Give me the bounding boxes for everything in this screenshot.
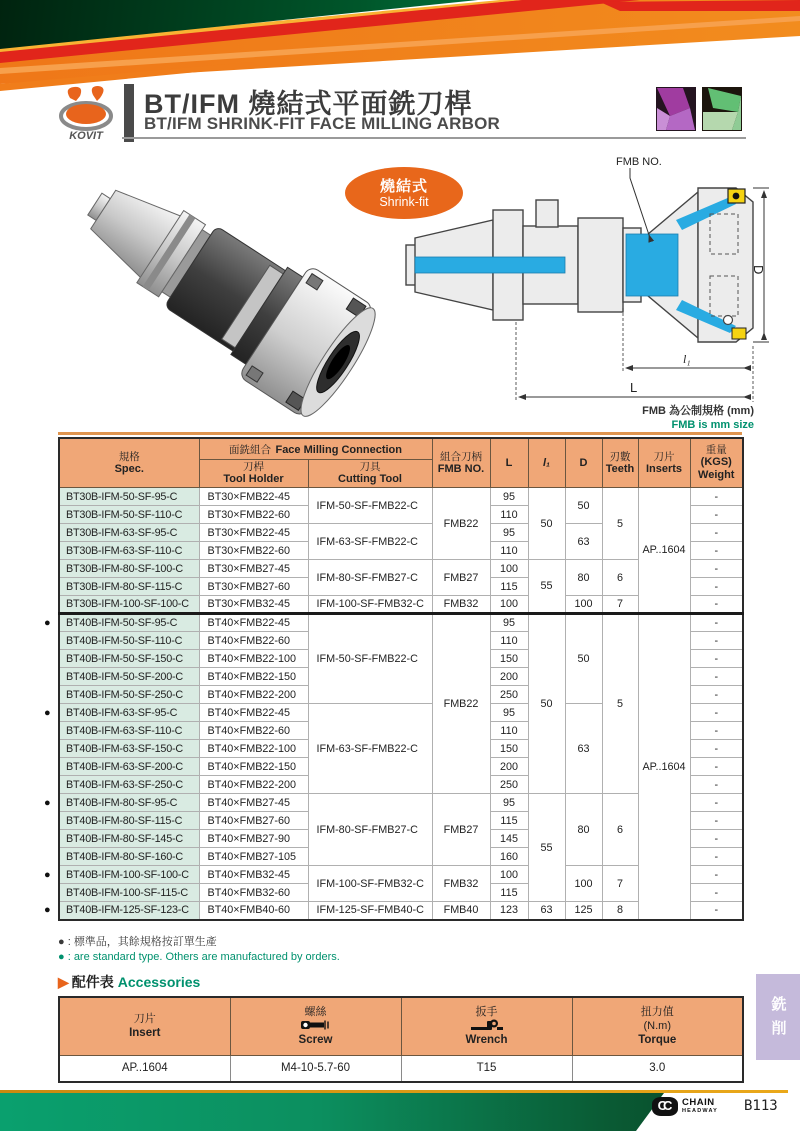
footnote-zh: ● : 標準品，其餘規格按訂單生產 (58, 936, 217, 948)
spec-cell: BT40B-IFM-80-SF-95-C ● (59, 794, 199, 812)
data-cell: BT40×FMB22-60 (199, 632, 308, 650)
acc-screw-value: M4-10-5.7-60 (230, 1055, 401, 1082)
data-cell: BT40×FMB22-60 (199, 722, 308, 740)
spec-table-tbody (44, 488, 743, 920)
data-cell: 150 (490, 650, 528, 668)
spec-cell: BT40B-IFM-50-SF-95-C ● (59, 614, 199, 632)
data-cell: - (690, 524, 743, 542)
page-number: B113 (744, 1098, 778, 1114)
data-cell: IFM-50-SF-FMB22-C (308, 614, 432, 704)
spec-cell: BT30B-IFM-63-SF-95-C (59, 524, 199, 542)
diagram-d-label: D (751, 265, 766, 275)
diagram-l-label: L (630, 380, 638, 395)
data-cell: - (690, 758, 743, 776)
data-cell: 250 (490, 686, 528, 704)
data-cell: 50 (565, 614, 602, 704)
data-cell: 110 (490, 506, 528, 524)
table-top-rule (58, 432, 742, 435)
standard-item-dot: ● (44, 617, 51, 629)
data-cell: BT40×FMB22-150 (199, 668, 308, 686)
data-cell: - (690, 722, 743, 740)
data-cell: BT40×FMB32-60 (199, 884, 308, 902)
acc-insert-value: AP..1604 (59, 1055, 230, 1082)
standard-item-dot: ● (44, 868, 51, 881)
data-cell: IFM-63-SF-FMB22-C (308, 704, 432, 794)
data-cell: 100 (490, 596, 528, 614)
data-cell: 200 (490, 668, 528, 686)
data-cell: BT40×FMB27-60 (199, 812, 308, 830)
data-cell: BT30×FMB32-45 (199, 596, 308, 614)
spec-cell: BT40B-IFM-50-SF-150-C (59, 650, 199, 668)
data-cell: 110 (490, 722, 528, 740)
spec-cell: BT40B-IFM-80-SF-145-C (59, 830, 199, 848)
data-cell: 145 (490, 830, 528, 848)
data-cell: - (690, 578, 743, 596)
data-cell: 150 (490, 740, 528, 758)
footer-brand-line1: CHAIN (682, 1096, 715, 1108)
data-cell: - (690, 488, 743, 506)
data-cell: - (690, 632, 743, 650)
accessories-table (58, 996, 744, 1083)
spec-cell: BT40B-IFM-63-SF-250-C (59, 776, 199, 794)
data-cell: - (690, 560, 743, 578)
page-subtitle: BT/IFM SHRINK-FIT FACE MILLING ARBOR (144, 114, 500, 133)
data-cell: BT40×FMB32-45 (199, 866, 308, 884)
data-cell: BT40×FMB22-200 (199, 686, 308, 704)
data-cell: 5 (602, 488, 638, 560)
standard-item-dot: ● (44, 706, 51, 719)
data-cell: IFM-100-SF-FMB32-C (308, 866, 432, 902)
data-cell: - (690, 902, 743, 920)
data-cell: 115 (490, 578, 528, 596)
data-cell: 8 (602, 902, 638, 920)
data-cell: 63 (565, 704, 602, 794)
data-cell: BT30×FMB22-60 (199, 542, 308, 560)
spec-cell: BT30B-IFM-100-SF-100-C (59, 596, 199, 614)
spec-cell: BT40B-IFM-100-SF-115-C (59, 884, 199, 902)
deco-squares (656, 87, 744, 137)
footnote-en: ● : are standard type. Others are manufactured by orders. (58, 951, 340, 963)
fmb-note-zh: FMB 為公制規格 (mm) (642, 405, 754, 417)
fmb-note-en: FMB is mm size (671, 419, 754, 431)
data-cell: IFM-100-SF-FMB32-C (308, 596, 432, 614)
data-cell: 110 (490, 542, 528, 560)
spec-row (59, 614, 743, 632)
spec-cell: BT30B-IFM-80-SF-115-C (59, 578, 199, 596)
data-cell: BT40×FMB40-60 (199, 902, 308, 920)
data-cell: - (690, 740, 743, 758)
accessories-row (59, 1055, 743, 1082)
data-cell: BT40×FMB22-200 (199, 776, 308, 794)
data-cell: 95 (490, 614, 528, 632)
header-weight: 重量 (KGS) Weight (690, 438, 743, 488)
svg-text:KOVIT: KOVIT (69, 130, 103, 142)
data-cell: 95 (490, 524, 528, 542)
header-l1: l₁ (528, 438, 565, 488)
data-cell: - (690, 614, 743, 632)
side-tab-milling: 銑削 (756, 974, 800, 1060)
acc-header-wrench: 扳手 Wrench (401, 997, 572, 1055)
acc-header-torque: 扭力值 (N.m) Torque (572, 997, 743, 1055)
product-diagram (398, 150, 773, 435)
data-cell: 123 (490, 902, 528, 920)
gem-icons (656, 87, 744, 132)
header-fmb-no: 組合刀柄 FMB NO. (432, 438, 490, 488)
data-cell: 160 (490, 848, 528, 866)
data-cell: 95 (490, 794, 528, 812)
data-cell: 95 (490, 488, 528, 506)
spec-cell: BT40B-IFM-80-SF-115-C (59, 812, 199, 830)
diagram-fmb-label: FMB NO. (616, 156, 662, 168)
data-cell: FMB32 (432, 596, 490, 614)
data-cell: IFM-50-SF-FMB22-C (308, 488, 432, 524)
data-cell: - (690, 596, 743, 614)
spec-cell: BT40B-IFM-63-SF-95-C ● (59, 704, 199, 722)
spec-cell: BT40B-IFM-63-SF-110-C (59, 722, 199, 740)
data-cell: - (690, 650, 743, 668)
data-cell: FMB22 (432, 488, 490, 560)
acc-header-insert: 刀片 Insert (59, 997, 230, 1055)
data-cell: - (690, 704, 743, 722)
accessories-arrow-icon: ▶ (58, 974, 69, 990)
data-cell: 95 (490, 704, 528, 722)
data-cell: BT30×FMB22-45 (199, 524, 308, 542)
data-cell: IFM-80-SF-FMB27-C (308, 560, 432, 596)
data-cell: 7 (602, 866, 638, 902)
footer-logo (652, 1097, 718, 1116)
header-teeth: 刃數 Teeth (602, 438, 638, 488)
data-cell: 200 (490, 758, 528, 776)
acc-torque-value: 3.0 (572, 1055, 743, 1082)
page-title: BT/IFM 燒結式平面銑刀桿 (144, 89, 473, 119)
spec-row (59, 488, 743, 506)
data-cell: - (690, 506, 743, 524)
spec-cell: BT40B-IFM-50-SF-110-C (59, 632, 199, 650)
data-cell: - (690, 812, 743, 830)
spec-cell: BT30B-IFM-50-SF-110-C (59, 506, 199, 524)
data-cell: 63 (565, 524, 602, 560)
badge-en: Shrink-fit (379, 194, 429, 209)
top-banner (0, 0, 800, 95)
wrench-icon (402, 1019, 572, 1033)
data-cell: BT40×FMB22-100 (199, 650, 308, 668)
data-cell: 100 (490, 866, 528, 884)
data-cell: - (690, 668, 743, 686)
data-cell: - (690, 542, 743, 560)
data-cell: - (690, 686, 743, 704)
data-cell: BT40×FMB27-105 (199, 848, 308, 866)
data-cell: BT40×FMB22-150 (199, 758, 308, 776)
data-cell: 5 (602, 614, 638, 794)
footer-brand-line2: HEADWAY (682, 1107, 719, 1114)
spec-cell: BT40B-IFM-50-SF-200-C (59, 668, 199, 686)
data-cell: IFM-125-SF-FMB40-C (308, 902, 432, 920)
data-cell: - (690, 884, 743, 902)
header-spec: 規格 Spec. (59, 438, 199, 488)
kovit-logo (56, 84, 120, 142)
data-cell: IFM-63-SF-FMB22-C (308, 524, 432, 560)
data-cell: BT30×FMB22-45 (199, 488, 308, 506)
data-cell: 100 (490, 560, 528, 578)
data-cell: 55 (528, 560, 565, 614)
accessories-title (58, 972, 200, 992)
header-face-milling-connection: 面銑組合 Face Milling Connection (199, 438, 432, 460)
data-cell: FMB27 (432, 794, 490, 866)
data-cell: BT30×FMB22-60 (199, 506, 308, 524)
header-inserts: 刀片 Inserts (638, 438, 690, 488)
spec-cell: BT40B-IFM-50-SF-250-C (59, 686, 199, 704)
data-cell: 80 (565, 794, 602, 866)
data-cell: 125 (565, 902, 602, 920)
data-cell: FMB22 (432, 614, 490, 794)
data-cell: BT40×FMB22-45 (199, 614, 308, 632)
data-cell: 115 (490, 812, 528, 830)
chain-headway-emblem-icon: CC (652, 1097, 678, 1116)
header-rule (122, 137, 746, 139)
acc-wrench-value: T15 (401, 1055, 572, 1082)
data-cell: 50 (565, 488, 602, 524)
accessories-title-en: Accessories (117, 974, 201, 990)
data-cell: 50 (528, 614, 565, 794)
data-cell: - (690, 776, 743, 794)
spec-table (44, 437, 744, 921)
header-L: L (490, 438, 528, 488)
data-cell: 100 (565, 866, 602, 902)
data-cell: 100 (565, 596, 602, 614)
data-cell: AP..1604 (638, 488, 690, 614)
spec-cell: BT40B-IFM-100-SF-100-C ● (59, 866, 199, 884)
kovit-logo-icon (56, 84, 120, 142)
standard-item-dot: ● (44, 796, 51, 809)
data-cell: 110 (490, 632, 528, 650)
spec-cell: BT40B-IFM-63-SF-150-C (59, 740, 199, 758)
header-tool-holder: 刀桿 Tool Holder (199, 460, 308, 488)
data-cell: 50 (528, 488, 565, 560)
data-cell: BT40×FMB22-100 (199, 740, 308, 758)
screw-icon (231, 1019, 401, 1033)
header-cutting-tool: 刀具 Cutting Tool (308, 460, 432, 488)
data-cell: BT30×FMB27-60 (199, 578, 308, 596)
data-cell: FMB27 (432, 560, 490, 596)
data-cell: IFM-80-SF-FMB27-C (308, 794, 432, 866)
data-cell: 55 (528, 794, 565, 902)
spec-cell: BT40B-IFM-63-SF-200-C (59, 758, 199, 776)
accessories-title-zh: 配件表 (71, 974, 114, 990)
standard-item-dot: ● (44, 904, 51, 917)
data-cell: - (690, 866, 743, 884)
data-cell: 250 (490, 776, 528, 794)
data-cell: - (690, 848, 743, 866)
data-cell: FMB32 (432, 866, 490, 902)
data-cell: 115 (490, 884, 528, 902)
data-cell: FMB40 (432, 902, 490, 920)
spec-cell: BT30B-IFM-50-SF-95-C (59, 488, 199, 506)
footer-gold-rule (0, 1090, 788, 1093)
data-cell: - (690, 830, 743, 848)
data-cell: BT40×FMB22-45 (199, 704, 308, 722)
diagram-l1-label: l₁ (683, 352, 691, 366)
data-cell: 6 (602, 560, 638, 596)
data-cell: 6 (602, 794, 638, 866)
data-cell: BT40×FMB27-45 (199, 794, 308, 812)
data-cell: - (690, 794, 743, 812)
data-cell: AP..1604 (638, 614, 690, 920)
spec-cell: BT30B-IFM-80-SF-100-C (59, 560, 199, 578)
header-D: D (565, 438, 602, 488)
spec-cell: BT40B-IFM-80-SF-160-C (59, 848, 199, 866)
data-cell: 63 (528, 902, 565, 920)
data-cell: 80 (565, 560, 602, 596)
badge-zh: 燒結式 (379, 177, 428, 195)
data-cell: BT30×FMB27-45 (199, 560, 308, 578)
spec-cell: BT30B-IFM-63-SF-110-C (59, 542, 199, 560)
spec-cell: BT40B-IFM-125-SF-123-C ● (59, 902, 199, 920)
title-accent-bar (124, 84, 134, 142)
data-cell: 7 (602, 596, 638, 614)
data-cell: BT40×FMB27-90 (199, 830, 308, 848)
acc-header-screw: 螺絲 Screw (230, 997, 401, 1055)
fmb-note (642, 404, 754, 432)
